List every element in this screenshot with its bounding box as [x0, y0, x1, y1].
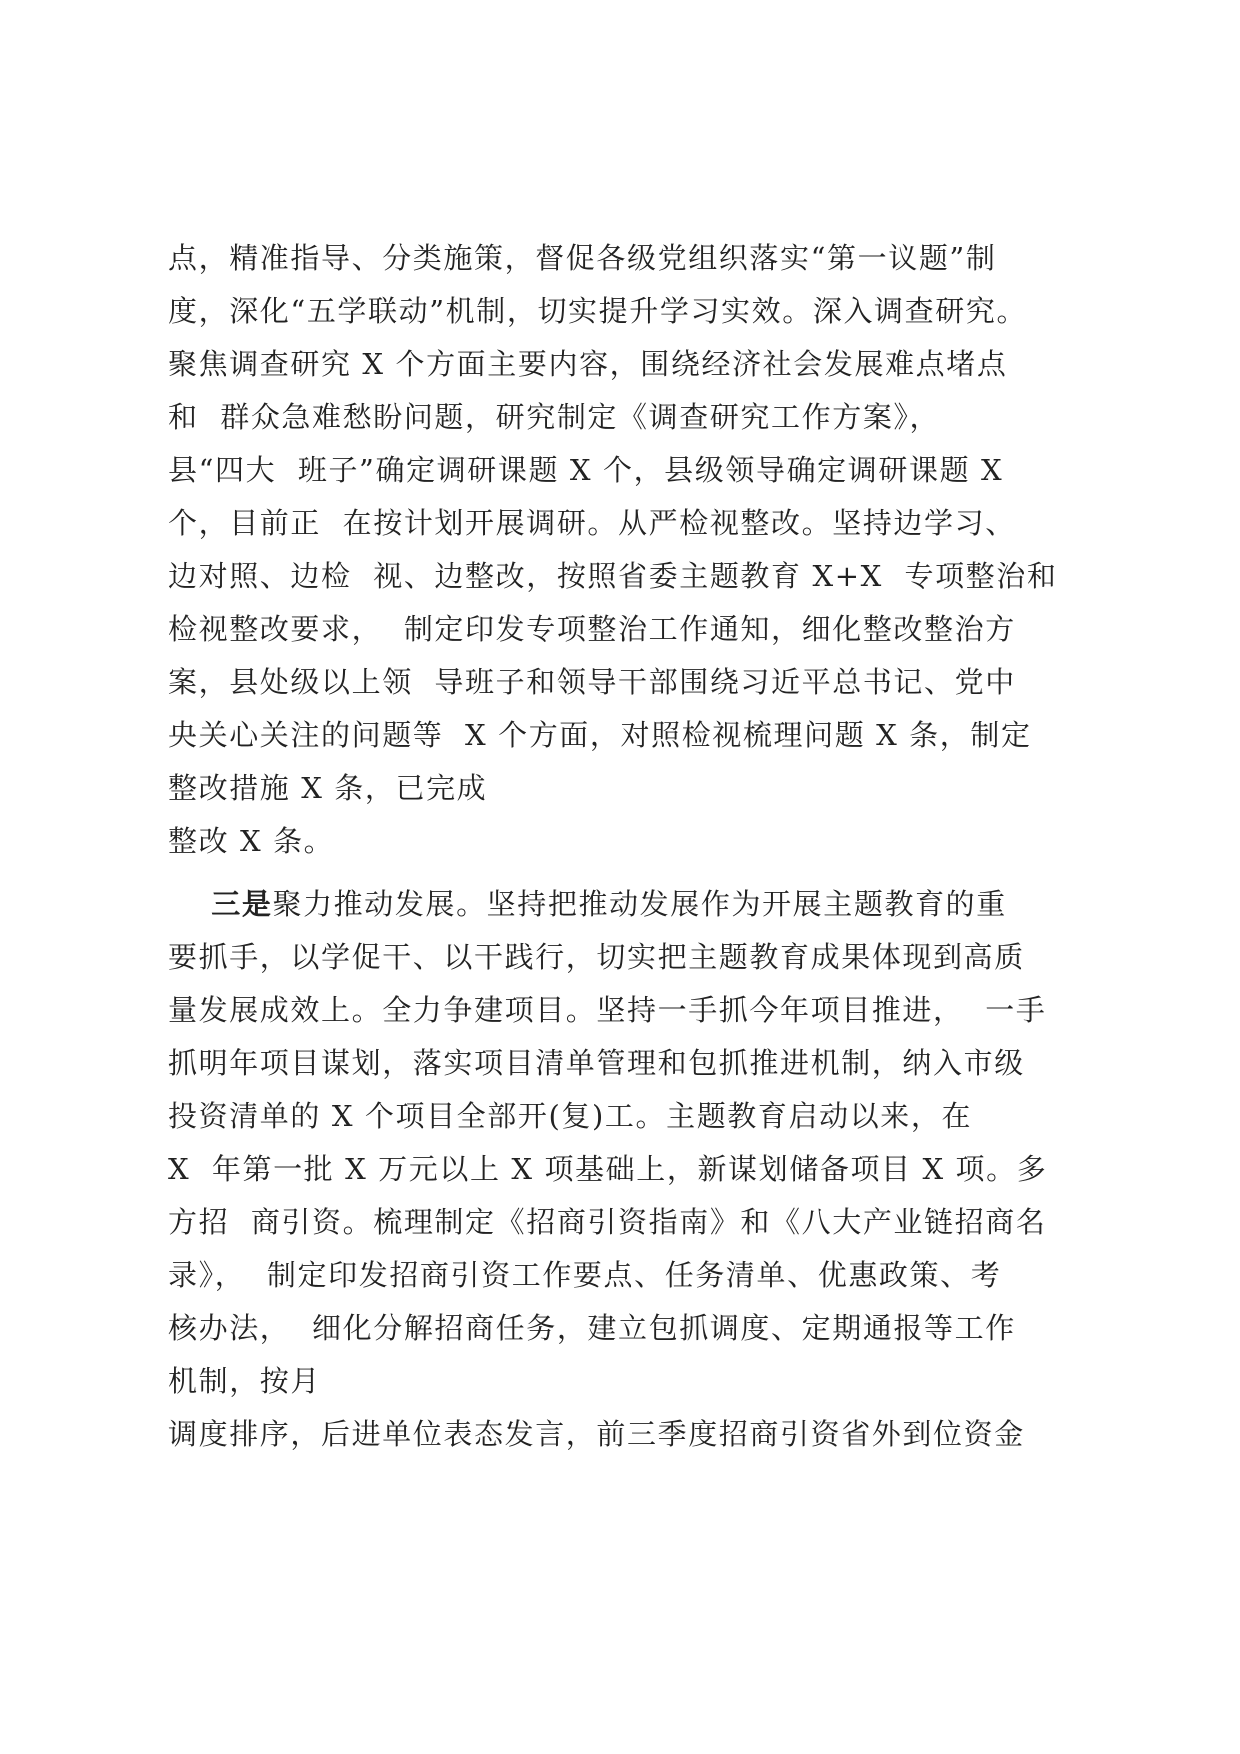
text-line-5: 县“四大 班子”确定调研课题 X 个，县级领导确定调研课题 X: [168, 453, 1004, 487]
text-line-7: 边对照、边检 视、边整改，按照省委主题教育 X+X 专项整治和: [168, 559, 1058, 593]
paragraph-3-line-6: X 年第一批 X 万元以上 X 项基础上，新谋划储备项目 X 项。多: [168, 1152, 1048, 1186]
paragraph-3-line-3: 量发展成效上。全力争建项目。坚持一手抓今年项目推进， 一手: [168, 993, 1047, 1027]
text-line-4: 和 群众急难愁盼问题，研究制定《调查研究工作方案》，: [168, 400, 941, 434]
paragraph-3-line-4: 抓明年项目谋划，落实项目清单管理和包抓推进机制，纳入市级: [168, 1046, 1025, 1080]
text-line-6: 个，目前正 在按计划开展调研。从严检视整改。坚持边学习、: [168, 506, 1016, 540]
text-line-11: 整改措施 X 条，已完成: [168, 771, 488, 805]
text-line-9: 案，县处级以上领 导班子和领导干部围绕习近平总书记、党中: [168, 665, 1016, 699]
text-line-3: 聚焦调查研究 X 个方面主要内容，围绕经济社会发展难点堵点: [168, 347, 1008, 381]
paragraph-3-line-7: 方招 商引资。梳理制定《招商引资指南》和《八大产业链招商名: [168, 1205, 1047, 1239]
text-line-10: 央关心关注的问题等 X 个方面，对照检视梳理问题 X 条，制定: [168, 718, 1032, 752]
body-text: [168, 232, 1098, 1461]
paragraph-3-line-10: 机制，按月: [168, 1364, 322, 1398]
text-line-8: 检视整改要求， 制定印发专项整治工作通知，细化整改整治方: [168, 612, 1016, 646]
text-line-12: 整改 X 条。: [168, 824, 335, 858]
paragraph-3-line-5: 投资清单的 X 个项目全部开(复)工。主题教育启动以来，在: [168, 1099, 973, 1133]
paragraph-3-line-11: 调度排序，后进单位表态发言，前三季度招商引资省外到位资金: [168, 1417, 1025, 1451]
paragraph-3-lead: 三是: [211, 887, 273, 921]
text-line-2: 度，深化“五学联动”机制，切实提升学习实效。深入调查研究。: [168, 294, 1028, 328]
paragraph-3-first-line: [168, 878, 1098, 931]
text-line-1: 点，精准指导、分类施策，督促各级党组织落实“第一议题”制: [168, 241, 997, 275]
paragraph-3-line-9: 核办法， 细化分解招商任务，建立包抓调度、定期通报等工作: [168, 1311, 1016, 1345]
paragraph-3-first-rest: 聚力推动发展。坚持把推动发展作为开展主题教育的重: [272, 887, 1007, 921]
paragraph-3-line-8: 录》， 制定印发招商引资工作要点、任务清单、优惠政策、考: [168, 1258, 1002, 1292]
paragraph-3-line-2: 要抓手，以学促干、以干践行，切实把主题教育成果体现到高质: [168, 940, 1025, 974]
